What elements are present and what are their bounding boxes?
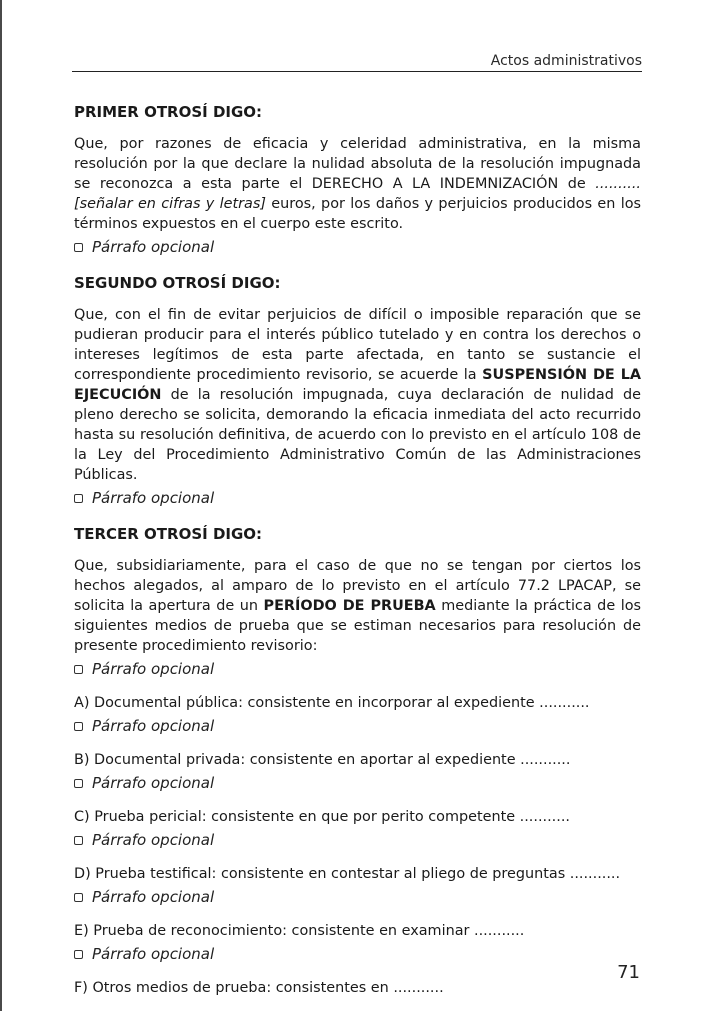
page-left-border <box>0 0 2 1011</box>
optional-checkbox[interactable] <box>74 494 83 503</box>
evidence-item-e: E) Prueba de reconocimiento: consistente en examinar ........... <box>74 923 525 939</box>
optional-checkbox[interactable] <box>74 836 83 845</box>
optional-paragraph-toggle[interactable] <box>74 886 641 908</box>
optional-label: Párrafo opcional <box>92 660 215 678</box>
section-heading: PRIMER OTROSÍ DIGO: <box>74 103 263 121</box>
optional-paragraph-toggle[interactable] <box>74 943 641 965</box>
evidence-item-a: A) Documental pública: consistente en incorporar al expediente ........... <box>74 695 590 711</box>
running-header: Actos administrativos <box>490 53 642 69</box>
section-segundo-otrosi <box>74 272 641 509</box>
page-number: 71 <box>617 962 640 983</box>
amount-placeholder: ..........[señalar en cifras y letras] <box>74 176 641 212</box>
optional-checkbox[interactable] <box>74 779 83 788</box>
optional-paragraph-toggle[interactable] <box>74 772 641 794</box>
optional-paragraph-toggle[interactable] <box>74 236 641 258</box>
emphasis-text: SUSPENSIÓN DE LA EJECUCIÓN <box>74 367 642 403</box>
optional-checkbox[interactable] <box>74 893 83 902</box>
evidence-item-b: B) Documental privada: consistente en aportar al expediente ........... <box>74 752 571 768</box>
optional-paragraph-toggle[interactable] <box>74 487 641 509</box>
optional-label: Párrafo opcional <box>92 888 215 906</box>
optional-label: Párrafo opcional <box>92 489 215 507</box>
section-tercer-otrosi <box>74 523 641 998</box>
optional-label: Párrafo opcional <box>92 717 215 735</box>
optional-checkbox[interactable] <box>74 243 83 252</box>
optional-label: Párrafo opcional <box>92 831 215 849</box>
document-body <box>74 101 641 998</box>
evidence-item-f: F) Otros medios de prueba: consistentes en ........... <box>74 980 444 996</box>
section-primer-otrosi <box>74 101 641 258</box>
evidence-item-c: C) Prueba pericial: consistente en que por perito competente ........... <box>74 809 570 825</box>
optional-label: Párrafo opcional <box>92 238 215 256</box>
section-heading: SEGUNDO OTROSÍ DIGO: <box>74 274 281 292</box>
section-paragraph: Que, por razones de eficacia y celeridad administrativa, en la misma resolución por la que declare la nulidad absoluta de la resolución impugnada se reconozca a esta parte el DERECHO A LA INDEMNIZACIÓN de ..........[señalar en cifras y letras] euros, por los daños y perjuicios producidos en los términos expuestos en el cuerpo este escrito. <box>74 136 641 232</box>
optional-label: Párrafo opcional <box>92 945 215 963</box>
optional-paragraph-toggle[interactable] <box>74 829 641 851</box>
optional-paragraph-toggle[interactable] <box>74 715 641 737</box>
header-rule <box>72 71 642 72</box>
optional-checkbox[interactable] <box>74 950 83 959</box>
section-heading: TERCER OTROSÍ DIGO: <box>74 525 263 543</box>
evidence-item-d: D) Prueba testifical: consistente en contestar al pliego de preguntas ........... <box>74 866 621 882</box>
section-paragraph: Que, con el fin de evitar perjuicios de difícil o imposible reparación que se pudieran producir para el interés público tutelado y en contra los derechos o intereses legítimos de esta parte afectada, en tanto se sustancie el correspondiente procedimiento revisorio, se acuerde la SUSPENSIÓN DE LA EJECUCIÓN de la resolución impugnada, cuya declaración de nulidad de pleno derecho se solicita, demorando la eficacia inmediata del acto recurrido hasta su resolución definitiva, de acuerdo con lo previsto en el artículo 108 de la Ley del Procedimiento Administrativo Común de las Administraciones Públicas. <box>74 307 642 483</box>
section-paragraph: Que, subsidiariamente, para el caso de que no se tengan por ciertos los hechos alegados, al amparo de lo previsto en el artículo 77.2 LPACAP, se solicita la apertura de un PERÍODO DE PRUEBA mediante la práctica de los siguientes medios de prueba que se estiman necesarios para resolución de presente procedimiento revisorio: <box>74 558 641 654</box>
optional-checkbox[interactable] <box>74 722 83 731</box>
optional-checkbox[interactable] <box>74 665 83 674</box>
optional-label: Párrafo opcional <box>92 774 215 792</box>
emphasis-text: PERÍODO DE PRUEBA <box>263 598 436 614</box>
optional-paragraph-toggle[interactable] <box>74 658 641 680</box>
